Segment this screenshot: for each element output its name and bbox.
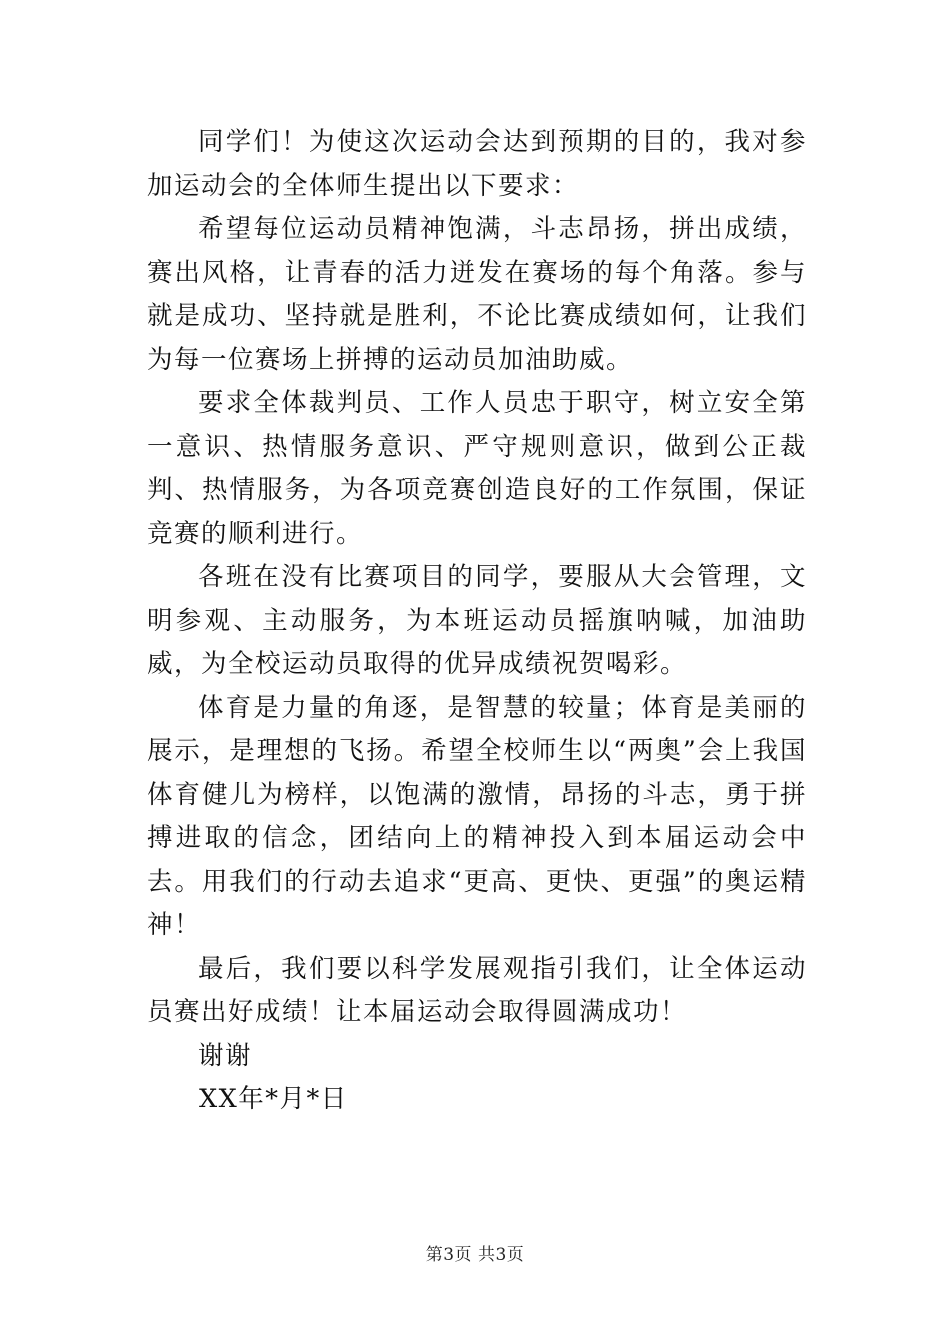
paragraph-referees: 要求全体裁判员、工作人员忠于职守，树立安全第一意识、热情服务意识、严守规则意识，做到公正裁判、热情服务，为各项竞赛创造良好的工作氛围，保证竞赛的顺利进行。 <box>147 388 807 549</box>
paragraph-closing-wish: 最后，我们要以科学发展观指引我们，让全体运动员赛出好成绩！让本届运动会取得圆满成功！ <box>147 953 807 1027</box>
page-indicator: 第3页 共3页 <box>425 1245 525 1265</box>
closing-thanks: 谢谢 <box>198 1040 253 1071</box>
paragraph-requirements-intro: 同学们！为使这次运动会达到预期的目的，我对参加运动会的全体师生提出以下要求： <box>147 127 807 201</box>
paragraph-classes: 各班在没有比赛项目的同学，要服从大会管理，文明参观、主动服务，为本班运动员摇旗呐喊，加油助威，为全校运动员取得的优异成绩祝贺喝彩。 <box>147 562 807 679</box>
document-body <box>147 121 807 1122</box>
page-footer <box>0 1240 950 1265</box>
paragraph-athletes: 希望每位运动员精神饱满，斗志昂扬，拼出成绩，赛出风格，让青春的活力迸发在赛场的每个角落。参与就是成功、坚持就是胜利，不论比赛成绩如何，让我们为每一位赛场上拼搏的运动员加油助威。 <box>147 214 807 375</box>
paragraph-sports-spirit: 体育是力量的角逐，是智慧的较量；体育是美丽的展示，是理想的飞扬。希望全校师生以“两奥”会上我国体育健儿为榜样，以饱满的激情，昂扬的斗志，勇于拼搏进取的信念，团结向上的精神投入到本届运动会中去。用我们的行动去追求“更高、更快、更强”的奥运精神！ <box>147 692 807 940</box>
document-date: XX年*月*日 <box>199 1084 348 1114</box>
